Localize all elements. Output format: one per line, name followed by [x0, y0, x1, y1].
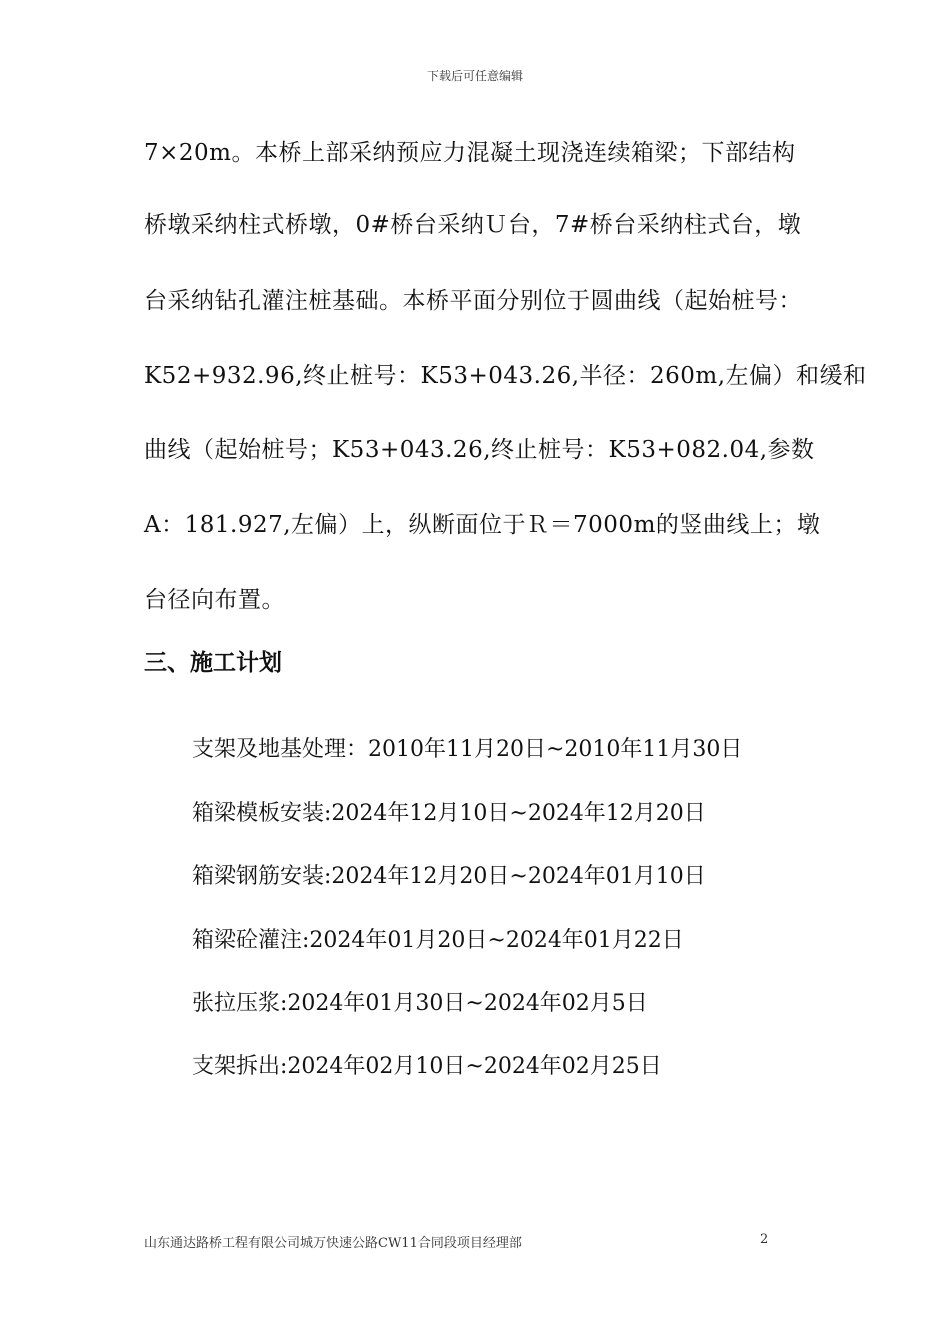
- schedule-item: 箱梁钢筋安装:2024年12月20日~2024年01月10日: [192, 864, 706, 889]
- schedule-item: 箱梁砼灌注:2024年01月20日~2024年01月22日: [192, 928, 684, 953]
- paragraph-line: 台采纳钻孔灌注桩基础。本桥平面分别位于圆曲线（起始桩号：: [144, 288, 802, 314]
- paragraph-line: 桥墩采纳柱式桥墩，0#桥台采纳Ｕ台，7#桥台采纳柱式台，墩: [144, 212, 802, 238]
- page-number: 2: [760, 1232, 769, 1247]
- schedule-item: 支架及地基处理：2010年11月20日~2010年11月30日: [192, 737, 743, 762]
- schedule-item: 箱梁模板安装:2024年12月10日~2024年12月20日: [192, 801, 706, 826]
- schedule-item: 张拉压浆:2024年01月30日~2024年02月5日: [192, 991, 648, 1016]
- paragraph-line: 曲线（起始桩号；K53+043.26,终止桩号：K53+082.04,参数: [144, 437, 815, 463]
- footer-company: 山东通达路桥工程有限公司城万快速公路CW11合同段项目经理部: [144, 1236, 522, 1251]
- section-heading: 三、施工计划: [144, 650, 282, 676]
- page-header-note: 下载后可任意编辑: [426, 69, 523, 83]
- paragraph-line: 台径向布置。: [144, 587, 285, 613]
- paragraph-line: A：181.927,左偏）上，纵断面位于Ｒ＝7000m的竖曲线上；墩: [144, 512, 821, 538]
- paragraph-line: K52+932.96,终止桩号：K53+043.26,半径：260m,左偏）和缓和: [144, 363, 867, 389]
- schedule-item: 支架拆出:2024年02月10日~2024年02月25日: [192, 1054, 662, 1079]
- paragraph-line: 7×20m。本桥上部采纳预应力混凝土现浇连续箱梁；下部结构: [144, 140, 796, 166]
